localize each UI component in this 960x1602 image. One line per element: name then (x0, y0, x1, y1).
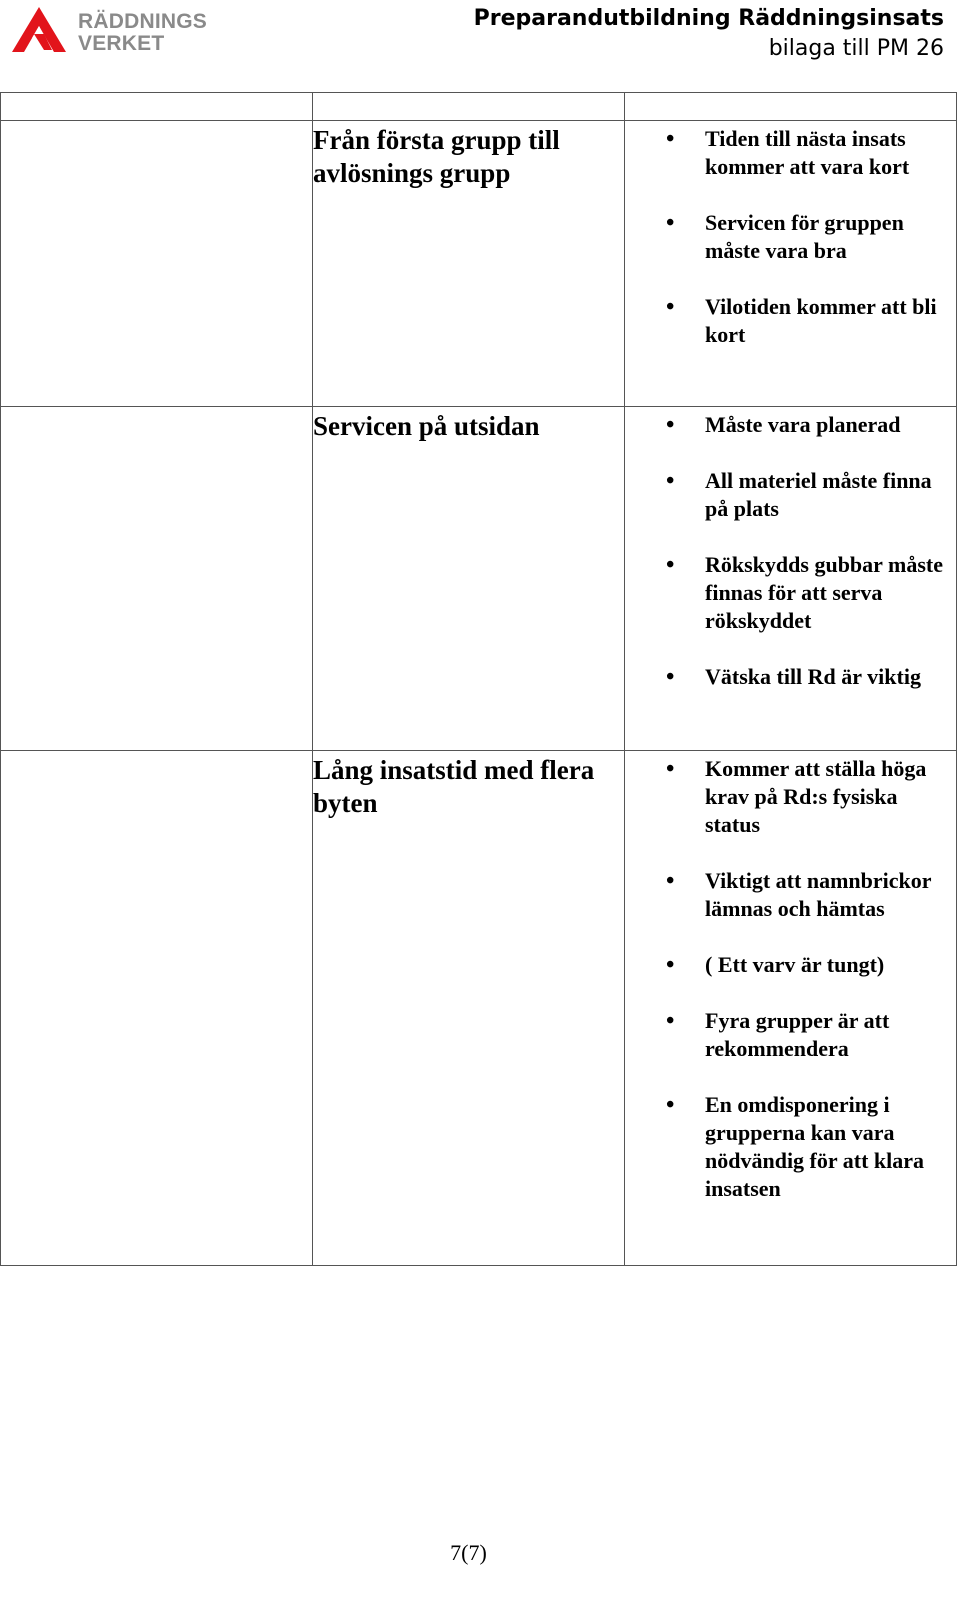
bullets-cell (625, 121, 957, 407)
empty-cell (1, 751, 313, 1266)
logo-line-1: RÄDDNINGS (78, 10, 207, 33)
logo-text (78, 11, 207, 55)
list-item: • Måste vara planerad (625, 411, 956, 439)
header-cell (313, 93, 625, 121)
list-item: • En omdisponering i grupperna kan vara nödvändig för att klara insatsen (625, 1091, 956, 1203)
list-item: • Vätska till Rd är viktig (625, 663, 956, 691)
content-table (0, 92, 957, 1266)
table-header-row (1, 93, 957, 121)
topic-cell (313, 751, 625, 1266)
page-number: 7(7) (450, 1540, 487, 1565)
list-item: • Rökskydds gubbar måste finnas för att serva rökskyddet (625, 551, 956, 635)
topic-cell (313, 407, 625, 751)
empty-cell (1, 407, 313, 751)
row-topic: Från första grupp till avlösnings grupp (313, 125, 560, 188)
list-item: • Fyra grupper är att rekommendera (625, 1007, 956, 1063)
list-item: • Kommer att ställa höga krav på Rd:s fysiska status (625, 755, 956, 839)
row-topic: Lång insatstid med flera byten (313, 755, 595, 818)
table-row (1, 121, 957, 407)
table-row (1, 407, 957, 751)
bullet-list (625, 411, 956, 691)
header-cell (1, 93, 313, 121)
bullet-list (625, 125, 956, 349)
document-title: Preparandutbildning Räddningsinsats (473, 6, 944, 31)
header-cell (625, 93, 957, 121)
list-item: • All materiel måste finna på plats (625, 467, 956, 523)
bullets-cell (625, 751, 957, 1266)
list-item: • ( Ett varv är tungt) (625, 951, 956, 979)
bullets-cell (625, 407, 957, 751)
document-subtitle: bilaga till PM 26 (768, 36, 944, 61)
raddningsverket-logo-icon (8, 4, 70, 56)
row-topic: Servicen på utsidan (313, 411, 540, 441)
topic-cell (313, 121, 625, 407)
list-item: • Vilotiden kommer att bli kort (625, 293, 956, 349)
table-row (1, 751, 957, 1266)
list-item: • Viktigt att namnbrickor lämnas och hämtas (625, 867, 956, 923)
bullet-list (625, 755, 956, 1203)
list-item: • Servicen för gruppen måste vara bra (625, 209, 956, 265)
raddningsverket-logo (8, 4, 218, 56)
list-item: • Tiden till nästa insats kommer att vara kort (625, 125, 956, 181)
empty-cell (1, 121, 313, 407)
logo-line-2: VERKET (78, 32, 165, 55)
